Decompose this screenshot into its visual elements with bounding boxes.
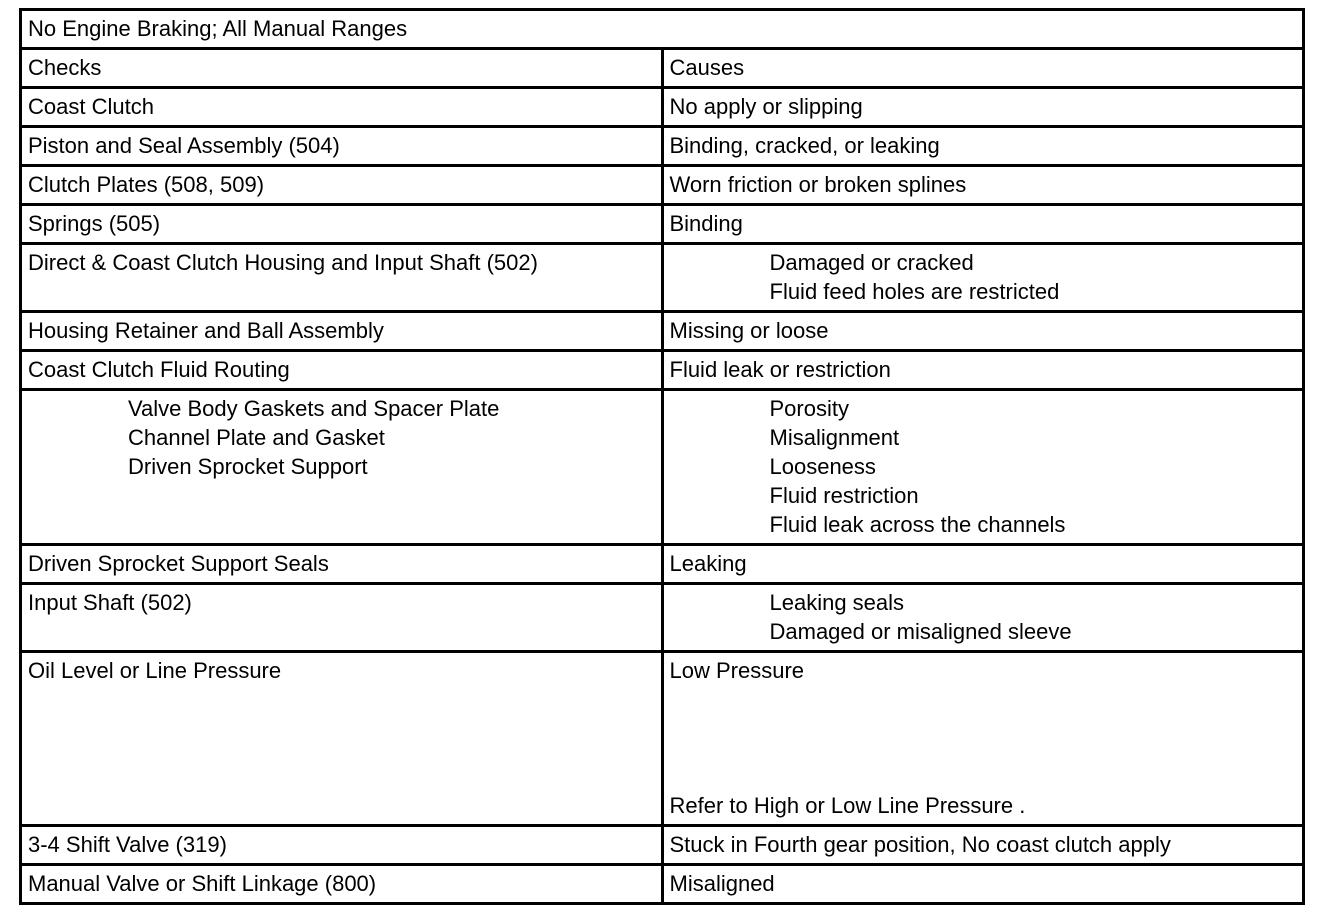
check-cell [21, 584, 663, 652]
check-text: 3-4 Shift Valve (319) [28, 832, 227, 857]
cause-text: Fluid leak or restriction [669, 357, 891, 382]
cause-text: Leaking seals [769, 590, 905, 615]
cause-text: Stuck in Fourth gear position, No coast clutch apply [669, 832, 1171, 857]
check-text: Manual Valve or Shift Linkage (800) [28, 871, 377, 896]
cause-cell [662, 205, 1304, 244]
cause-text: No apply or slipping [669, 94, 863, 119]
check-text: Direct & Coast Clutch Housing and Input Shaft (502) [28, 250, 538, 275]
cause-text: Leaking [669, 551, 747, 576]
cause-text: Binding, cracked, or leaking [669, 133, 940, 158]
cause-cell [662, 584, 1304, 652]
check-text: Piston and Seal Assembly (504) [28, 133, 340, 158]
cause-cell [662, 312, 1304, 351]
check-cell [21, 244, 663, 312]
check-text: Coast Clutch Fluid Routing [28, 357, 290, 382]
cause-text: Low Pressure [669, 658, 805, 683]
check-cell [21, 205, 663, 244]
table-row [21, 127, 1304, 166]
check-cell [21, 826, 663, 865]
cause-text: Looseness [769, 454, 876, 479]
cause-cell [662, 244, 1304, 312]
table-row [21, 244, 1304, 312]
cause-text: Refer to High or Low Line Pressure . [669, 793, 1026, 818]
header-row [21, 49, 1304, 88]
cause-text: Missing or loose [669, 318, 829, 343]
table-row [21, 545, 1304, 584]
cause-text: Damaged or misaligned sleeve [769, 619, 1072, 644]
cause-text: Fluid restriction [769, 483, 919, 508]
cause-text: Damaged or cracked [769, 250, 974, 275]
diagnosis-table [19, 8, 1305, 905]
column-header-causes: Causes [662, 49, 1304, 88]
check-text: Coast Clutch [28, 94, 154, 119]
cause-text: Worn friction or broken splines [669, 172, 967, 197]
cause-cell [662, 826, 1304, 865]
check-text: Oil Level or Line Pressure [28, 658, 282, 683]
check-cell [21, 351, 663, 390]
check-cell [21, 88, 663, 127]
check-text: Channel Plate and Gasket [128, 425, 385, 450]
table-row [21, 865, 1304, 904]
table-row [21, 826, 1304, 865]
column-header-checks: Checks [21, 49, 663, 88]
title-row [21, 10, 1304, 49]
table-row [21, 205, 1304, 244]
check-cell [21, 166, 663, 205]
cause-cell [662, 865, 1304, 904]
table-row [21, 351, 1304, 390]
cause-text: Misalignment [769, 425, 900, 450]
check-text: Driven Sprocket Support [128, 454, 368, 479]
cause-cell [662, 88, 1304, 127]
cause-text: Porosity [769, 396, 849, 421]
check-cell [21, 545, 663, 584]
cause-text: Binding [669, 211, 743, 236]
table-row [21, 166, 1304, 205]
cause-cell [662, 127, 1304, 166]
check-cell [21, 652, 663, 826]
table-row [21, 584, 1304, 652]
cause-cell [662, 652, 1304, 826]
cause-text: Fluid leak across the channels [769, 512, 1066, 537]
check-text: Springs (505) [28, 211, 161, 236]
table-row [21, 312, 1304, 351]
cause-text: Misaligned [669, 871, 775, 896]
check-text: Driven Sprocket Support Seals [28, 551, 329, 576]
cause-cell [662, 166, 1304, 205]
check-cell [21, 390, 663, 545]
check-cell [21, 865, 663, 904]
cause-cell [662, 390, 1304, 545]
check-cell [21, 127, 663, 166]
cause-text: Fluid feed holes are restricted [769, 279, 1060, 304]
table-title: No Engine Braking; All Manual Ranges [21, 10, 1304, 49]
check-text: Clutch Plates (508, 509) [28, 172, 265, 197]
cause-cell [662, 545, 1304, 584]
table-row [21, 652, 1304, 826]
check-text: Input Shaft (502) [28, 590, 192, 615]
check-cell [21, 312, 663, 351]
table-row [21, 390, 1304, 545]
table-row [21, 88, 1304, 127]
check-text: Valve Body Gaskets and Spacer Plate [128, 396, 500, 421]
cell-spacer [670, 685, 1297, 791]
cause-cell [662, 351, 1304, 390]
check-text: Housing Retainer and Ball Assembly [28, 318, 384, 343]
